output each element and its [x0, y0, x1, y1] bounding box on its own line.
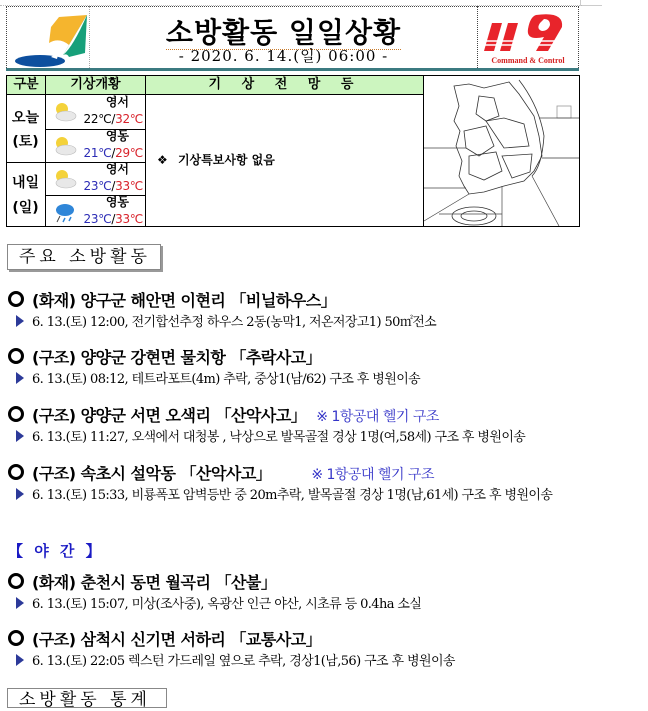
temp-high: 29℃: [115, 146, 143, 160]
page-title-text: 소방활동 일일상황: [165, 16, 402, 49]
temperature: [84, 178, 143, 194]
section-heading-statistics: 소방활동 통계: [7, 688, 167, 708]
svg-text:Command & Control: Command & Control: [491, 56, 565, 65]
forecast-message: 기상특보사항 없음: [177, 153, 275, 167]
page-corner-mark: [580, 0, 581, 6]
temperature: [84, 111, 143, 127]
incident-detail-text: 6. 13.(토) 11:27, 오색에서 대청봉 , 낙상으로 발목골절 경상 1명(여,58세) 구조 후 병원이송: [32, 430, 526, 445]
region-name: 영동: [105, 195, 129, 209]
report-datetime: - 2020. 6. 14.(일) 06:00 -: [178, 47, 389, 65]
incident-title-text: (구조) 삼척시 신기면 서하리 「교통사고」: [32, 630, 322, 649]
triangle-bullet-icon: [16, 372, 24, 384]
incident-title: [8, 403, 439, 426]
partly-cloudy-icon: [51, 167, 77, 191]
incident-item: [8, 345, 421, 387]
incident-detail-text: 6. 13.(토) 15:07, 미상(조사중), 옥광산 인근 야산, 시초류 등 0.4ha 소실: [32, 597, 422, 612]
incident-detail: [16, 484, 552, 503]
title-cell: [89, 6, 477, 68]
section-heading-main-activities: 주요 소방활동: [7, 244, 161, 270]
incident-title: [8, 345, 321, 368]
temperature: [84, 145, 143, 161]
incident-detail: [16, 426, 525, 445]
weather-today-yeongdong: [45, 129, 145, 163]
incident-title-text: (화재) 양구군 해안면 이현리 「비닐하우스」: [32, 291, 337, 310]
triangle-bullet-icon: [16, 315, 24, 327]
temp-separator: /: [111, 212, 116, 226]
temp-low: 21℃: [83, 146, 112, 160]
incident-title: [8, 570, 276, 593]
divider: [145, 76, 146, 226]
temp-low: 22℃: [83, 112, 112, 126]
temp-separator: /: [111, 179, 116, 193]
incident-note: ※ 1항공대 헬기 구조: [311, 467, 434, 483]
incident-detail: [16, 368, 420, 387]
incident-title: [8, 627, 321, 650]
triangle-bullet-icon: [16, 488, 24, 500]
weather-tomorrow-yeongseo: [45, 162, 145, 196]
temp-high: 32℃: [115, 112, 143, 126]
day-label-today-weekday: (토): [12, 134, 39, 150]
col-header-forecast: 기 상 전 망 등: [146, 76, 424, 95]
incident-item: [8, 288, 437, 330]
weather-table: [6, 75, 580, 227]
circle-bullet-icon: [8, 348, 24, 364]
circle-bullet-icon: [8, 464, 24, 480]
diamond-bullet-icon: ❖: [157, 153, 168, 167]
partly-cloudy-icon: [51, 134, 77, 158]
temp-low: 23℃: [83, 179, 112, 193]
incident-title-text: (화재) 춘천시 동면 월곡리 「산불」: [32, 573, 277, 592]
triangle-bullet-icon: [16, 654, 24, 666]
temp-separator: /: [111, 112, 116, 126]
rain-icon: [51, 200, 77, 224]
col-header-division: 구분: [7, 76, 45, 95]
circle-bullet-icon: [8, 573, 24, 589]
gangwon-logo-icon: [7, 7, 90, 69]
circle-bullet-icon: [8, 630, 24, 646]
incident-detail-text: 6. 13.(토) 15:33, 비룡폭포 암벽등반 중 20m추락, 발목골절 경상 1명(남,61세) 구조 후 병원이송: [32, 488, 553, 503]
incident-detail-text: 6. 13.(토) 12:00, 전기합선추정 하우스 2동(농막1, 저온저장고1) 50㎡전소: [32, 315, 437, 330]
temperature: [84, 211, 143, 227]
incident-detail: [16, 650, 455, 669]
region-name: 영서: [105, 95, 129, 109]
temp-high: 33℃: [115, 212, 143, 226]
incident-item: [8, 570, 422, 612]
incident-title: [8, 461, 434, 484]
circle-bullet-icon: [8, 291, 24, 307]
weather-today-yeongseo: [45, 95, 145, 129]
logo-cell: [6, 6, 89, 68]
partly-cloudy-icon: [51, 100, 77, 124]
page-corner-mark: [582, 5, 602, 6]
temp-separator: /: [111, 146, 116, 160]
day-label-tomorrow-weekday: (일): [12, 200, 39, 216]
logo-119-cell: [477, 6, 579, 68]
incident-title-text: (구조) 양양군 서면 오색리 「산악사고」: [32, 406, 307, 425]
119-logo-icon: [478, 7, 578, 67]
section-heading-night: 【 야 간 】: [8, 542, 104, 560]
incident-title: [8, 288, 336, 311]
incident-title-text: (구조) 속초시 설악동 「산악사고」: [32, 464, 272, 483]
triangle-bullet-icon: [16, 597, 24, 609]
incident-detail: [16, 311, 436, 330]
incident-detail: [16, 593, 421, 612]
incident-item: [8, 461, 553, 503]
weather-tomorrow-yeongdong: [45, 195, 145, 229]
temp-low: 23℃: [83, 212, 112, 226]
incident-detail-text: 6. 13.(토) 08:12, 테트라포트(4m) 추락, 중상1(남/62) 구조 후 병원이송: [32, 372, 421, 387]
forecast-text: [157, 151, 275, 168]
incident-detail-text: 6. 13.(토) 22:05 렉스턴 가드레일 옆으로 추락, 경상1(남,56) 구조 후 병원이송: [32, 654, 455, 669]
col-header-weather-summary: 기상개황: [45, 76, 146, 95]
temp-high: 33℃: [115, 179, 143, 193]
incident-note: ※ 1항공대 헬기 구조: [316, 409, 439, 425]
incident-item: [8, 627, 455, 669]
day-label-today: 오늘: [11, 110, 40, 126]
region-name: 영서: [105, 162, 129, 176]
circle-bullet-icon: [8, 406, 24, 422]
triangle-bullet-icon: [16, 430, 24, 442]
report-header: [6, 6, 579, 71]
incident-item: [8, 403, 526, 445]
region-name: 영동: [105, 129, 129, 143]
incident-title-text: (구조) 양양군 강현면 물치항 「추락사고」: [32, 348, 322, 367]
korea-map-icon: [424, 76, 579, 226]
divider: [7, 162, 45, 163]
day-label-tomorrow: 내일: [11, 175, 40, 191]
